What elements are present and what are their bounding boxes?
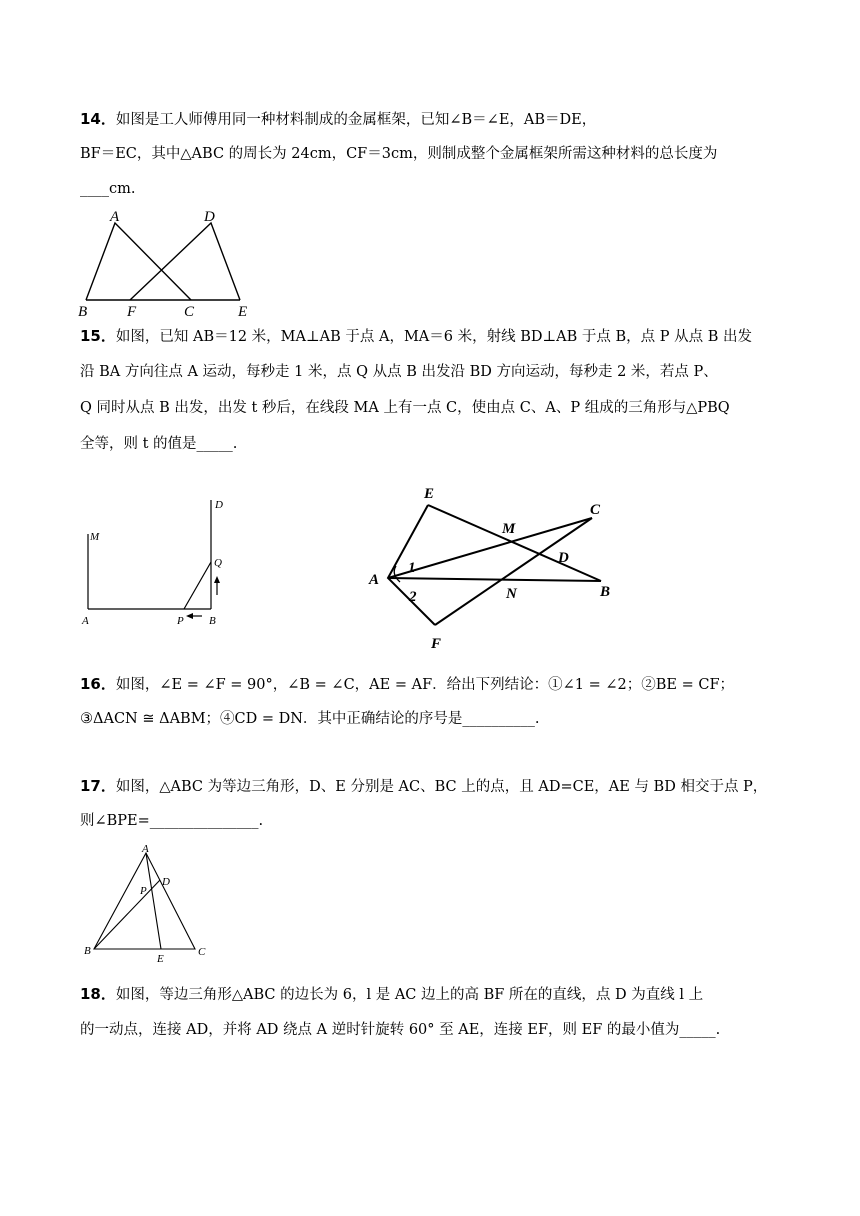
q17-figure xyxy=(80,843,220,965)
q15-arrow-left-head xyxy=(186,613,193,619)
q15-line4: 全等，则 t 的值是_____. xyxy=(80,436,238,452)
q14-text-1: 如图是工人师傅用同一种材料制成的金属框架，已知∠B＝∠E，AB＝DE， xyxy=(115,112,597,128)
q15-label-d: D xyxy=(215,499,223,511)
q17-segment-bd xyxy=(94,880,160,949)
q16-line1 xyxy=(80,673,800,696)
q15-label-b: B xyxy=(209,615,216,627)
q16-line2: ③ΔACN ≅ ΔABM；④CD = DN．其中正确结论的序号是__________. xyxy=(80,711,540,727)
q14-line1 xyxy=(80,108,800,131)
q14-label-e: E xyxy=(238,304,248,320)
q17-label-b: B xyxy=(84,945,91,957)
q16-line-eb xyxy=(428,505,601,581)
q16-line-ab xyxy=(388,578,601,581)
q15-segment-pq xyxy=(184,562,211,609)
q14-label-a: A xyxy=(110,209,120,225)
q17-triangle-abc xyxy=(94,853,195,949)
q18-text-1: 如图，等边三角形△ABC 的边长为 6，l 是 AC 边上的高 BF 所在的直线，点 D 为直线 l 上 xyxy=(115,987,704,1003)
q15-label-q: Q xyxy=(214,557,222,569)
q14-label-c: C xyxy=(184,304,195,320)
q15-label-p: P xyxy=(177,615,184,627)
q15-text-1: 如图，已知 AB＝12 米，MA⊥AB 于点 A，MA＝6 米，射线 BD⊥AB 于点 B，点 P 从点 B 出发 xyxy=(115,329,752,345)
q16-label-m: M xyxy=(502,521,516,537)
q14-label-b: B xyxy=(78,304,88,320)
q17-line2: 则∠BPE=_______________. xyxy=(80,813,264,829)
q16-text-1: 如图，∠E = ∠F = 90°，∠B = ∠C，AE = AF．给出下列结论：①∠1 = ∠2；②BE = CF； xyxy=(115,677,735,693)
q15-line2: 沿 BA 方向往点 A 运动，每秒走 1 米，点 Q 从点 B 出发沿 BD 方向运动，每秒走 2 米，若点 P、 xyxy=(80,364,718,380)
q16-label-n: N xyxy=(506,586,517,602)
q18-number: 18． xyxy=(80,985,116,1003)
q16-label-2: 2 xyxy=(409,589,417,605)
q17-number: 17． xyxy=(80,777,116,795)
q14-label-f: F xyxy=(127,304,137,320)
q14-number: 14． xyxy=(80,110,116,128)
q15-line3: Q 同时从点 B 出发，出发 t 秒后，在线段 MA 上有一点 C，使由点 C、A、P 组成的三角形与△PBQ xyxy=(80,400,730,416)
q14-line2: BF＝EC，其中△ABC 的周长为 24cm，CF＝3cm，则制成整个金属框架所需这种材料的总长度为 xyxy=(80,146,718,162)
q16-label-d: D xyxy=(558,550,569,566)
q16-label-b: B xyxy=(600,584,611,600)
q14-triangle-abc xyxy=(86,223,191,300)
q15-number: 15． xyxy=(80,327,116,345)
q16-label-1: 1 xyxy=(408,560,416,576)
q14-line3: ____cm. xyxy=(80,181,136,197)
q16-label-f: F xyxy=(431,636,442,652)
q17-label-a: A xyxy=(142,843,149,855)
q16-label-a: A xyxy=(369,572,380,588)
q15-arrow-up-head xyxy=(214,576,220,583)
q16-number: 16． xyxy=(80,675,116,693)
q17-label-p: P xyxy=(140,885,147,897)
q17-label-e: E xyxy=(157,953,164,965)
q15-label-m: M xyxy=(90,531,100,543)
q17-text-1: 如图，△ABC 为等边三角形，D、E 分别是 AC、BC 上的点，且 AD=CE，AE 与 BD 相交于点 P， xyxy=(115,779,768,795)
q16-label-e: E xyxy=(424,486,435,502)
q14-label-d: D xyxy=(204,209,215,225)
q15-figure xyxy=(78,492,238,632)
q14-triangle-def xyxy=(130,223,240,300)
q18-line1 xyxy=(80,983,800,1006)
q16-line-ac xyxy=(388,518,592,578)
q18-line2: 的一动点，连接 AD，并将 AD 绕点 A 逆时针旋转 60° 至 AE，连接 EF，则 EF 的最小值为_____. xyxy=(80,1022,721,1038)
q16-figure xyxy=(360,478,630,656)
q15-line1 xyxy=(80,325,800,348)
q17-label-c: C xyxy=(198,946,206,958)
q17-line1 xyxy=(80,775,800,798)
q17-label-d: D xyxy=(162,876,170,888)
q14-figure xyxy=(70,205,270,320)
q16-label-c: C xyxy=(590,502,601,518)
q15-label-a: A xyxy=(82,615,89,627)
